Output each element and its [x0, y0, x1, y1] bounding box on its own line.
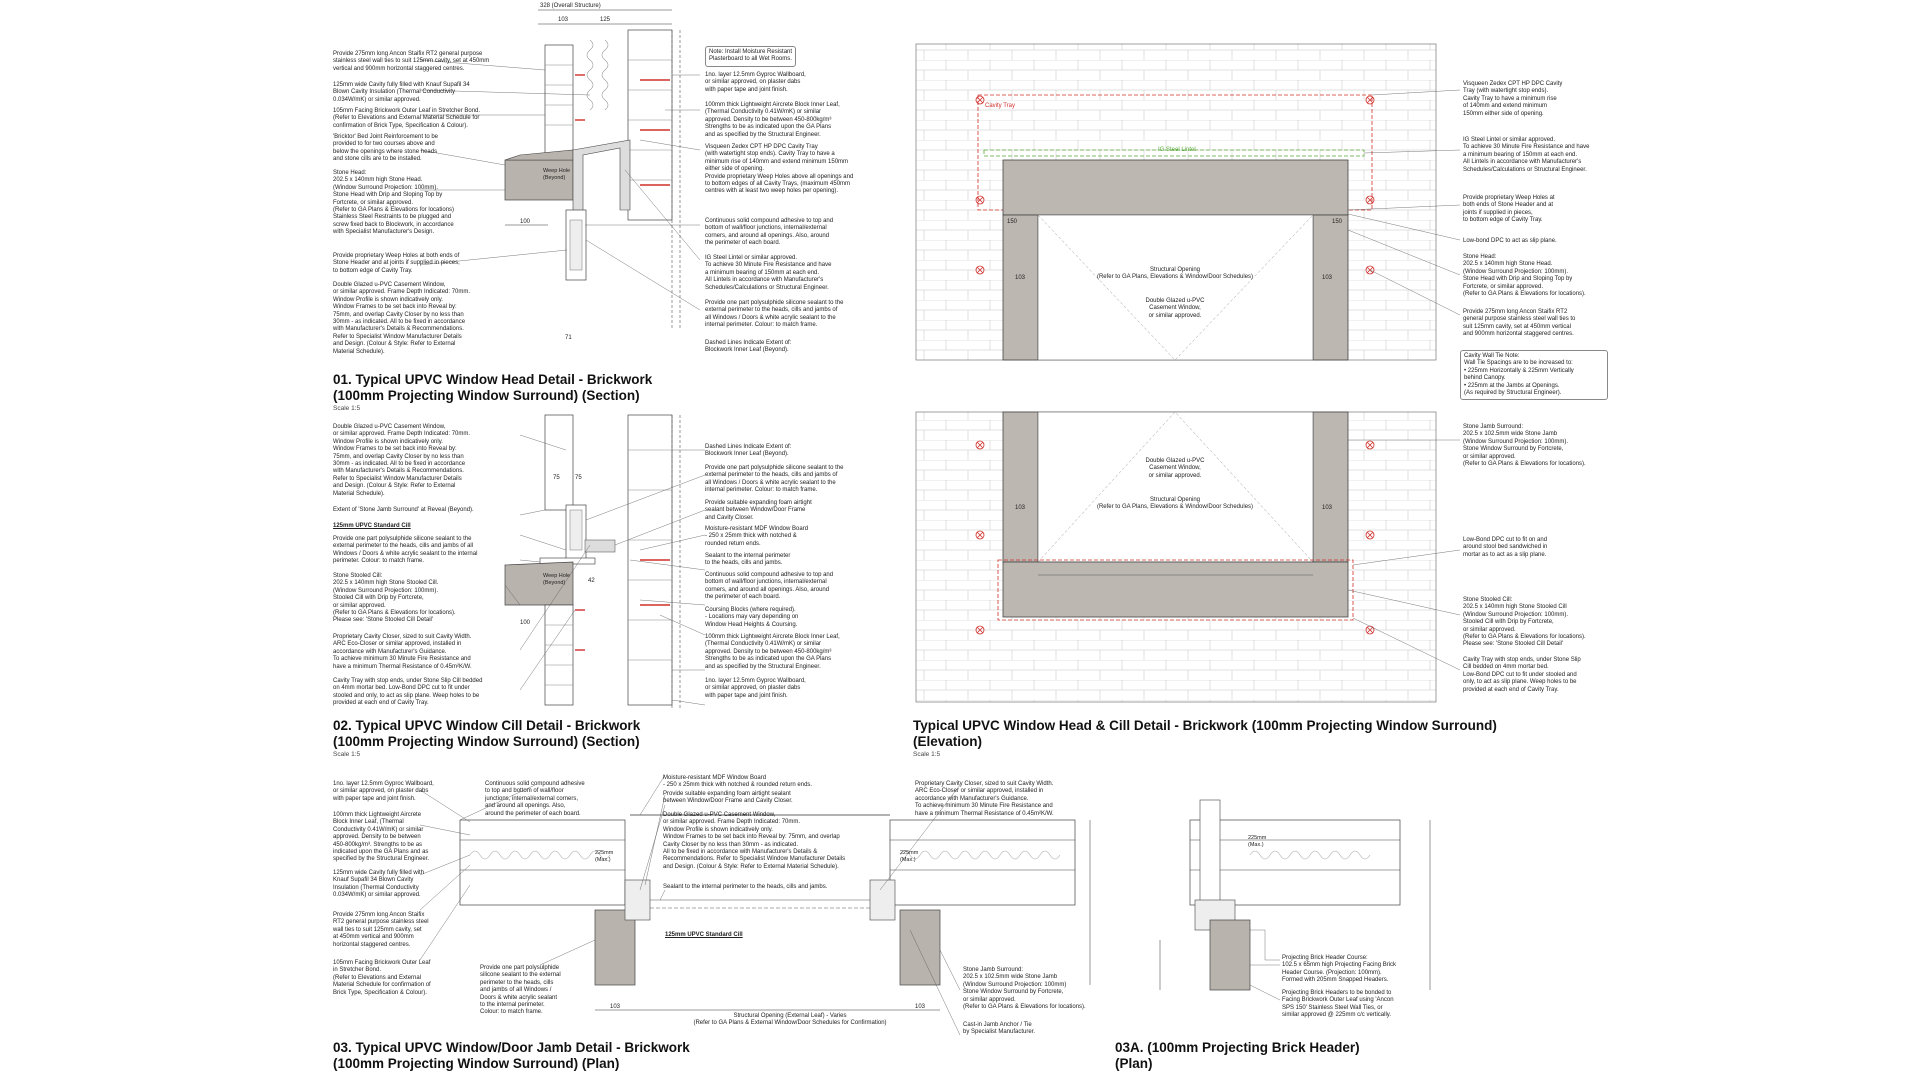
- jamb-note-adhesive: Continuous solid compound adhesive to top and bottom of wall/floor junctions, internal/external corners, and around all openings. Also, around the perimeter of each board.: [485, 781, 585, 817]
- cill-note-cavity-tray: Cavity Tray with stop ends, under Stone Slip Cill bedded on 4mm mortar bed. Low-Bond DPC cut to fit under stooled and only, to act as slip plane. Weep holes to be provided at each end of Cavity Tray.: [333, 678, 483, 707]
- elev-window-text: Double Glazed u-PVC Casement Window, or similar approved.: [1145, 298, 1205, 319]
- jamb-note-sealant-int: Sealant to the internal perimeter to the heads, cills and jambs.: [663, 884, 828, 890]
- detail-02-title: 02. Typical UPVC Window Cill Detail - Brickwork (100mm Projecting Window Surround) (Section): [333, 718, 641, 749]
- elev-note-low-bond-cill: Low-Bond DPC cut to fit on and around stool bed sandwiched in mortar as to act as a slip plane.: [1463, 537, 1548, 558]
- jamb-upvc-cill: 125mm UPVC Standard Cill: [665, 932, 743, 938]
- jamb-dim-103b: 103: [915, 1004, 926, 1010]
- elev-note-stone-head: Stone Head: 202.5 x 140mm high Stone Head. (Window Surround Projection: 100mm). Stone Head with Drip and Sloping Top by Fortcrete, or similar approved. (Refer to GA Plans & Elevations for locations).: [1463, 254, 1586, 298]
- cill-note-closer: Proprietary Cavity Closer, sized to suit Cavity Width. ARC Eco-Closer or similar approved, installed in accordance with Manufacturer's Guidance. To achieve minimum 30 Minute Fire Resistance and have a minimum Thermal Resistance of 0.45m²K/W.: [333, 634, 472, 670]
- jamb-note-anchor: Cast-in Jamb Anchor / Tie by Specialist Manufacturer.: [963, 1022, 1036, 1036]
- elev-dim-150b: 150: [1332, 219, 1343, 225]
- head-note-cavity-tray: Visqueen Zedex CPT HP DPC Cavity Tray (with watertight stop ends). Cavity Tray to have a minimum rise of 140mm and extend minimum 150mm either side of opening. Provide proprietary Weep Holes above all openings and to bottom edges of all Cavity Trays, (maximum 450mm centres with at least two weep holes per opening).: [705, 144, 854, 195]
- elev-note-stooled-cill: Stone Stooled Cill: 202.5 x 140mm high Stone Stooled Cill (Window Surround Projection: 100mm). Stooled Cill with Drip by Fortcrete, or similar approved. (Refer to GA Plans & Elevations for locations). Please see: 'Stone Stooled Cill Detail': [1463, 597, 1586, 648]
- head-note-sealant: Provide one part polysulphide silicone sealant to the external perimeter to the heads, cills and jambs of all Windows / Doors & white acrylic sealant to the internal perimeter. Colour: to match frame.: [705, 300, 844, 329]
- cill-note-foam: Provide suitable expanding foam airtight sealant between Window/Door Frame and Cavity Closer.: [705, 500, 812, 521]
- cill-dim-75b: 75: [575, 475, 582, 481]
- elev-note-low-bond: Low-bond DPC to act as slip plane.: [1463, 238, 1557, 244]
- cill-dim-100: 100: [520, 620, 531, 626]
- detail-02-scale: Scale 1:5: [333, 751, 361, 758]
- elev-cill-dim-103a: 103: [1015, 505, 1026, 511]
- cill-dim-42: 42: [588, 578, 595, 584]
- elevation-title: Typical UPVC Window Head & Cill Detail - Brickwork (100mm Projecting Window Surround) (Elevation): [913, 718, 1497, 749]
- head-note-dashed: Dashed Lines Indicate Extent of: Blockwork Inner Leaf (Beyond).: [705, 340, 792, 354]
- cill-note-extent: Extent of 'Stone Jamb Surround' at Reveal (Beyond).: [333, 507, 474, 513]
- head-note-window: Double Glazed u-PVC Casement Window, or similar approved. Frame Depth Indicated: 70mm. Window Profile is shown indicatively only. Window Frames to be set back into Reveal by: 75mm, and overlap Cavity Closer by no less than 30mm - as indicated. All to be fixed in accordance with Manufacturer's Details & Recommendations. Refer to Specialist Window Manufacturer Details and Design. (Colour & Style: Refer to External Material Schedule).: [333, 282, 471, 355]
- elev-window-text-2: Double Glazed u-PVC Casement Window, or similar approved.: [1145, 458, 1205, 479]
- cill-note-upvc-cill: 125mm UPVC Standard Cill: [333, 523, 411, 529]
- head-note-lintel: IG Steel Lintel or similar approved. To achieve 30 Minute Fire Resistance and have a minimum bearing of 150mm at each end. All Lintels in accordance with Manufacturer's Schedules/Calculations or Structural Engineer.: [705, 255, 832, 291]
- cill-dim-75a: 75: [553, 475, 560, 481]
- detail-01-scale: Scale 1:5: [333, 405, 361, 412]
- dim-71: 71: [565, 335, 572, 341]
- elev-note-wall-ties: Provide 275mm long Ancon Staifix RT2 general purpose stainless steel wall ties to suit 125mm cavity, set at 450mm vertical and 900mm horizontal staggered centres.: [1463, 309, 1576, 338]
- elev-opening-text: Structural Opening (Refer to GA Plans, Elevations & Window/Door Schedules): [1096, 267, 1254, 281]
- jamb-dim-103a: 103: [610, 1004, 621, 1010]
- header-dim-225: 225mm (Max.): [1248, 835, 1267, 849]
- dim-100: 100: [520, 219, 531, 225]
- elev-cill-dim-103b: 103: [1322, 505, 1333, 511]
- detail-03-jamb-plan: [0, 760, 1100, 1060]
- jamb-note-wallboard: 1no. layer 12.5mm Gyproc Wallboard, or similar approved, on plaster dabs with paper tape and joint finish.: [333, 781, 434, 802]
- head-note-wall-ties: Provide 275mm long Ancon Staifix RT2 general purpose stainless steel wall ties to suit 125mm cavity, set at 450mm vertical and 900mm horizontal staggered centres.: [333, 51, 490, 72]
- head-note-inner-leaf: 100mm thick Lightweight Aircrete Block Inner Leaf, (Thermal Conductivity 0.41W/mK) or similar approved. Density to be between 450-800kg/m³ Strengths to be as indicated upon the GA Plans and as specified by the Structural Engineer.: [705, 102, 840, 138]
- elev-note-cavity-tray: Visqueen Zedex CPT HP DPC Cavity Tray (with watertight stop ends). Cavity Tray to have a minimum rise of 140mm and extend minimum 150mm either side of opening.: [1463, 81, 1563, 117]
- header-note-bonding: Projecting Brick Headers to be bonded to Facing Brickwork Outer Leaf using 'Ancon SPS 150' Stainless Steel Wall Ties, or similar approved @ 225mm c/c vertically.: [1282, 990, 1394, 1019]
- cill-note-dashed: Dashed Lines Indicate Extent of: Blockwork Inner Leaf (Beyond).: [705, 444, 792, 458]
- jamb-dim-225b: 225mm (Max.): [900, 850, 919, 864]
- dim-125: 125: [600, 17, 611, 23]
- weep-hole-tag: Weep Hole (Beyond): [543, 168, 571, 181]
- jamb-dim-225a: 225mm (Max.): [595, 850, 614, 864]
- elev-dim-103b: 103: [1322, 275, 1333, 281]
- cill-note-sealant-ext: Provide one part polysulphide silicone sealant to the external perimeter to the heads, cills and jambs of all Windows / Doors & white acrylic sealant to the internal perimeter. Colour: to match frame.: [705, 465, 844, 494]
- detail-03a-title: 03A. (100mm Projecting Brick Header) (Plan): [1115, 1040, 1360, 1071]
- dim-overall-structure: 328 (Overall Structure): [540, 3, 601, 9]
- wet-room-note: Note: Install Moisture Resistant Plasterboard to all Wet Rooms.: [705, 46, 796, 67]
- jamb-note-mdf: Moisture-resistant MDF Window Board - 250 x 25mm thick with notched & rounded return ends.: [663, 775, 813, 789]
- cill-weep-hole-tag: Weep Hole (Beyond): [543, 573, 571, 586]
- elev-dim-150a: 150: [1007, 219, 1018, 225]
- jamb-note-wall-ties: Provide 275mm long Ancon Staifix RT2 general purpose stainless steel wall ties to suit 125mm cavity, set at 450mm vertical and 900mm horizontal staggered centres.: [333, 912, 429, 948]
- detail-03-title: 03. Typical UPVC Window/Door Jamb Detail - Brickwork (100mm Projecting Window Surround) (Plan): [333, 1040, 690, 1071]
- head-note-weep-holes: Provide proprietary Weep Holes at both ends of Stone Header and at joints if supplied in pieces, to bottom edge of Cavity Tray.: [333, 253, 460, 274]
- cill-note-stone-cill: Stone Stooled Cill: 202.5 x 140mm high Stone Stooled Cill. (Window Surround Projection: 100mm). Stooled Cill with Drip by Fortcrete, or similar approved. (Refer to GA Plans & Elevations for locations). Please see: 'Stone Stooled Cill Detail': [333, 573, 456, 624]
- jamb-note-window: Double Glazed u-PVC Casement Window, or similar approved. Frame Depth Indicated: 70mm. Window Profile is shown indicatively only. Window Frames to be set back into Reveal by: 75mm, and overlap Cavity Closer by no less than 30mm - as indicated. All to be fixed in accordance with Manufacturer's Details & Recommendations. Refer to Specialist Window Manufacturer Details and Design. (Colour & Style: Refer to External Material Schedule).: [663, 812, 846, 870]
- elev-note-cavity-tray-cill: Cavity Tray with stop ends, under Stone Slip Cill bedded on 4mm mortar bed. Low-Bond DPC cut to fit under stooled and only, to act as slip plane. Weep holes to be provided at each end of Cavity Tray.: [1463, 657, 1581, 693]
- header-note-course: Projecting Brick Header Course: 102.5 x 65mm high Projecting Facing Brick Header Course. (Projection: 100mm). Formed with 205mm Snapped Headers.: [1282, 955, 1397, 984]
- jamb-note-brickwork: 105mm Facing Brickwork Outer Leaf in Stretcher Bond. (Refer to Elevations and External Material Schedule for confirmation of Brick Type, Specification & Colour).: [333, 960, 431, 996]
- elevation-scale: Scale 1:5: [913, 751, 941, 758]
- dim-103: 103: [558, 17, 569, 23]
- detail-01-title: 01. Typical UPVC Window Head Detail - Brickwork (100mm Projecting Window Surround) (Section): [333, 372, 653, 403]
- jamb-note-closer: Proprietary Cavity Closer, sized to suit Cavity Width. ARC Eco-Closer or similar approved, installed in accordance with Manufacturer's Guidance. To achieve minimum 30 Minute Fire Resistance and have a minimum Thermal Resistance of 0.45m²K/W.: [915, 781, 1054, 817]
- head-note-stone-head: Stone Head: 202.5 x 140mm high Stone Head. (Window Surround Projection: 100mm). Stone Head with Drip and Sloping Top by Fortcrete, or similar approved. (Refer to GA Plans & Elevations for locations) Stainless Steel Restraints to be plugged and screw fixed back to Blockwork, in accordance with Specialist Manufacturer's Design.: [333, 170, 455, 236]
- jamb-note-foam: Provide suitable expanding foam airtight sealant between Window/Door Frame and Cavity Closer.: [663, 791, 793, 805]
- cill-note-window: Double Glazed u-PVC Casement Window, or similar approved. Frame Depth Indicated: 70mm. Window Profile is shown indicatively only. Window Frames to be set back into Reveal by: 75mm, and overlap Cavity Closer by no less than 30mm - as indicated. All to be fixed in accordance with Manufacturer's Details & Recommendations. Refer to Specialist Window Manufacturer Details and Design. (Colour & Style: Refer to External Material Schedule).: [333, 424, 471, 497]
- jamb-note-inner-leaf: 100mm thick Lightweight Aircrete Block Inner Leaf, (Thermal Conductivity 0.41W/mK) or similar approved. Density to be between 450-800kg/m³. Strengths to be as indicated upon the GA Plans and as specified by the Structural Engineer.: [333, 812, 430, 863]
- elev-label-cavity-tray: Cavity Tray: [985, 103, 1016, 109]
- elev-note-jamb: Stone Jamb Surround: 202.5 x 102.5mm wide Stone Jamb (Window Surround Projection: 100mm). Stone Window Surround by Fortcrete, or similar approved. (Refer to GA Plans & Elevations for locations).: [1463, 424, 1586, 468]
- head-note-wallboard: 1no. layer 12.5mm Gyproc Wallboard, or similar approved, on plaster dabs with paper tape and joint finish.: [705, 72, 806, 93]
- cill-note-inner-leaf: 100mm thick Lightweight Aircrete Block Inner Leaf, (Thermal Conductivity 0.41W/mK) or similar approved. Density to be between 450-800kg/m³ Strengths to be as indicated upon the GA Plans and as specified by the Structural Engineer.: [705, 634, 840, 670]
- head-note-adhesive: Continuous solid compound adhesive to top and bottom of wall/floor junctions, internal/external corners, and around all openings. Also, around the perimeter of each board.: [705, 218, 834, 247]
- cill-note-sealant-int: Sealant to the internal perimeter to the heads, cills and jambs.: [705, 553, 791, 567]
- jamb-note-cavity: 125mm wide Cavity fully filled with Knauf Supafil 34 Blown Cavity Insulation (Thermal Conductivity 0.034W/mK) or similar approved.: [333, 870, 425, 899]
- jamb-note-sealant-ext: Provide one part polysulphide silicone sealant to the external perimeter to the heads, cills and jambs of all Windows / Doors & white acrylic sealant to the internal perimeter. Colour: to match frame.: [480, 965, 561, 1016]
- cill-note-sealant: Provide one part polysulphide silicone sealant to the external perimeter to the heads, cills and jambs of all Windows / Doors & white acrylic sealant to the internal perimeter. Colour: to match frame.: [333, 536, 478, 565]
- elev-dim-103a: 103: [1015, 275, 1026, 281]
- head-note-brickwork: 105mm Facing Brickwork Outer Leaf in Stretcher Bond. (Refer to Elevations and External Material Schedule for confirmation of Brick Type, Specification & Colour).: [333, 108, 481, 129]
- head-note-bricktor: 'Bricktor' Bed Joint Reinforcement to be provided to for two courses above and below the openings where stone heads and stone cills are to be installed.: [333, 134, 439, 163]
- elev-note-weep: Provide proprietary Weep Holes at both ends of Stone Header and at joints if supplied in pieces, to bottom edge of Cavity Tray.: [1463, 195, 1555, 224]
- elev-tie-note-box: Cavity Wall Tie Note: Wall Tie Spacings are to be increased to: • 225mm Horizontally & 225mm Vertically behind Canopy. • 225mm at the Jambs at Openings. (As required by Structural Engineer).: [1460, 350, 1608, 400]
- elev-opening-text-2: Structural Opening (Refer to GA Plans, Elevations & Window/Door Schedules): [1096, 497, 1254, 511]
- jamb-note-jamb-surround: Stone Jamb Surround: 202.5 x 102.5mm wide Stone Jamb (Window Surround Projection: 100mm) Stone Window Surround by Fortcrete, or similar approved. (Refer to GA Plans & Elevations for locations).: [963, 967, 1086, 1011]
- cill-note-wallboard: 1no. layer 12.5mm Gyproc Wallboard, or similar approved, on plaster dabs with paper tape and joint finish.: [705, 678, 806, 699]
- detail-03a-plan: [1100, 790, 1500, 1040]
- jamb-structural-opening: Structural Opening (External Leaf) - Varies (Refer to GA Plans & External Window/Door Schedules for Confirmation): [693, 1013, 887, 1027]
- cill-note-coursing: Coursing Blocks (where required). - Locations may vary depending on Window Head Heights & Coursing.: [705, 607, 799, 628]
- elev-note-lintel: IG Steel Lintel or similar approved. To achieve 30 Minute Fire Resistance and have a minimum bearing of 150mm at each end. All Lintels in accordance with Manufacturer's Schedules/Calculations or Structural Engineer.: [1463, 137, 1590, 173]
- elev-label-lintel: IG Steel Lintel: [1158, 147, 1196, 153]
- head-note-cavity: 125mm wide Cavity fully filled with Knauf Supafil 34 Blown Cavity Insulation (Thermal Conductivity 0.034W/mK) or similar approved.: [333, 82, 470, 103]
- cill-note-adhesive: Continuous solid compound adhesive to top and bottom of wall/floor junctions, internal/external corners, and around all openings. Also, around the perimeter of each board.: [705, 572, 834, 601]
- cill-note-mdf: Moisture-resistant MDF Window Board - 250 x 25mm thick with notched & rounded return ends.: [705, 526, 809, 547]
